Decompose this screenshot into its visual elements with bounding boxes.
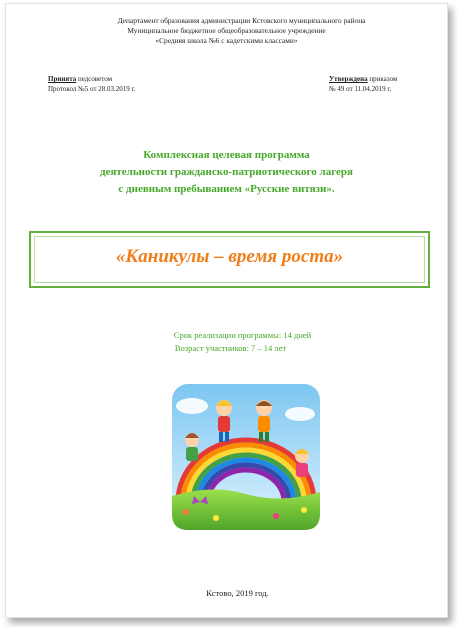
- approval-right-order: № 49 от 11.04.2019 г.: [329, 85, 392, 93]
- approval-left-protocol: Протокол №5 от 28.03.2019 г.: [48, 85, 136, 93]
- program-terms: [6, 329, 447, 355]
- footer-text: Кстово, 2019 год.: [206, 588, 269, 598]
- flower-icon: [301, 507, 307, 513]
- flower-icon: [273, 513, 279, 519]
- children-on-rainbow-illustration: [172, 384, 320, 530]
- header-block: [6, 16, 447, 46]
- header-school-type: Муниципальное бюджетное общеобразовательное учреждение: [127, 26, 326, 35]
- illustration-svg: [172, 384, 320, 530]
- document-page: [5, 3, 448, 618]
- banner-text: «Каникулы – время роста»: [115, 246, 344, 267]
- header-department: Департамент образования администрации Кстовского муниципального района: [117, 16, 366, 25]
- approval-right: [329, 74, 397, 94]
- approval-right-label-rest: приказом: [369, 75, 398, 83]
- flower-icon: [183, 509, 189, 515]
- program-title: [6, 147, 447, 198]
- title-banner: [29, 231, 430, 288]
- approval-left-label: Принята: [48, 75, 77, 83]
- approval-left-label-rest: педсоветом: [77, 75, 113, 83]
- program-title-line2: деятельности гражданско-патриотического лагеря: [100, 166, 353, 178]
- participant-age: Возраст участников: 7 – 14 лет: [174, 343, 287, 353]
- approval-right-label: Утверждена: [329, 75, 368, 83]
- cloud-icon: [285, 407, 315, 421]
- program-title-line1: Комплексная целевая программа: [143, 149, 310, 161]
- header-school-name: «Средняя школа №6 с кадетскими классами»: [155, 36, 298, 45]
- cloud-icon: [176, 398, 208, 414]
- footer-city-year: [6, 588, 447, 598]
- flower-icon: [213, 515, 219, 521]
- approval-left: [48, 74, 135, 94]
- program-title-line3: с дневным пребыванием «Русские витязи».: [118, 183, 335, 195]
- program-duration: Срок реализации программы: 14 дней: [173, 330, 312, 340]
